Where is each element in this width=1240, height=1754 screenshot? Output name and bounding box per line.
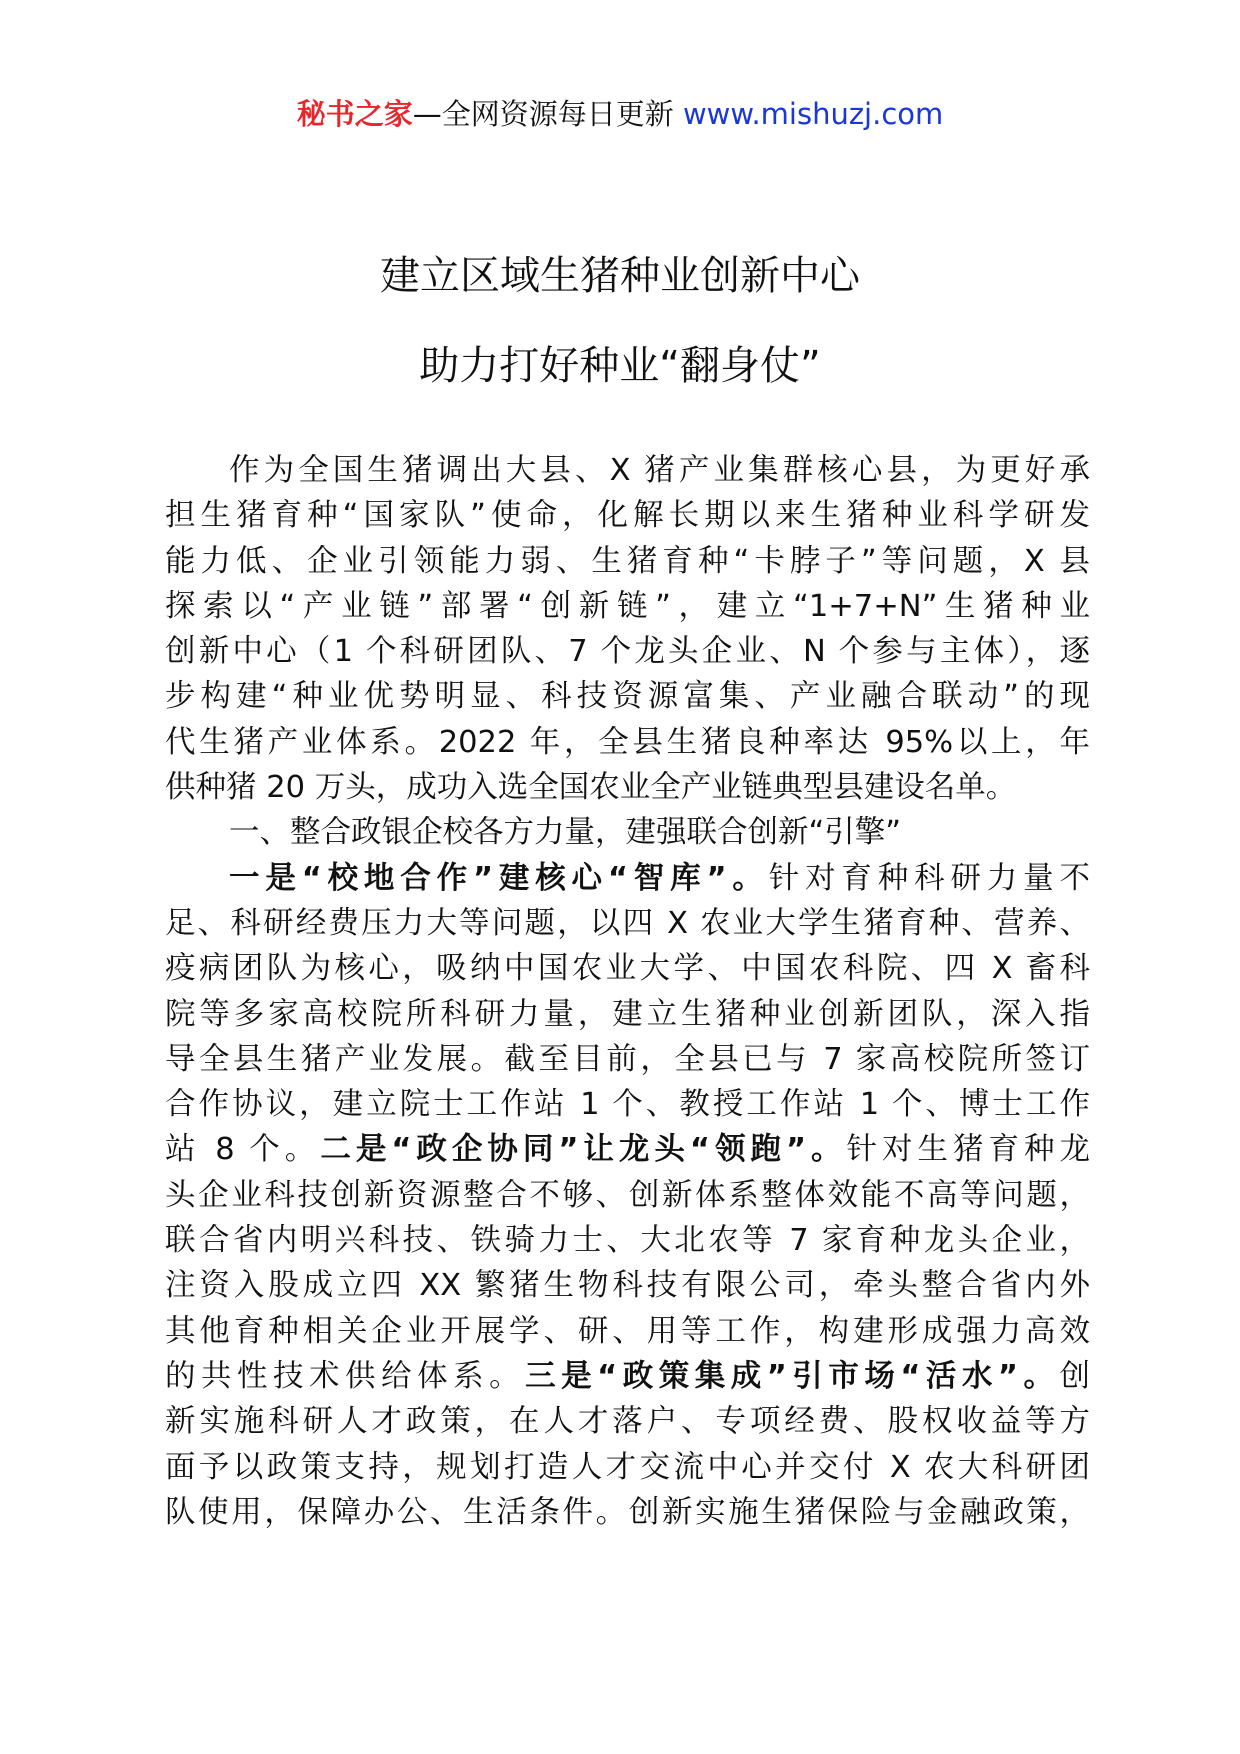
body-line: 创新中心（1 个科研团队、7 个龙头企业、N 个参与主体），逐: [165, 634, 1090, 670]
body-line: 院等多家高校院所科研力量，建立生猪种业创新团队，深入指: [165, 996, 1090, 1032]
body-text-run: 针对生猪育种龙: [846, 1132, 1091, 1168]
document-title-line-1: 建立区域生猪种业创新中心: [380, 253, 860, 299]
body-line: 导全县生猪产业发展。截至目前，全县已与 7 家高校院所签订: [165, 1041, 1090, 1077]
body-line: 探索以“产业链”部署“创新链”，建立“1+7+N”生猪种业: [165, 588, 1090, 624]
body-line: 新实施科研人才政策，在人才落户、专项经费、股权收益等方: [165, 1404, 1090, 1440]
body-text-run: 站 8 个。: [165, 1132, 321, 1168]
point-heading: 一是“校地合作”建核心“智库”。: [229, 860, 769, 896]
body-line: 疫病团队为核心，吸纳中国农业大学、中国农科院、四 X 畜科: [165, 951, 1090, 987]
body-line: 头企业科技创新资源整合不够、创新体系整体效能不高等问题，: [165, 1177, 1090, 1213]
body-line: 合作协议，建立院士工作站 1 个、教授工作站 1 个、博士工作: [165, 1087, 1090, 1123]
point-heading: 二是“政企协同”让龙头“领跑”。: [320, 1132, 847, 1168]
body-line: 步构建“种业优势明显、科技资源富集、产业融合联动”的现: [165, 679, 1090, 715]
body-line: 代生猪产业体系。2022 年，全县生猪良种率达 95%以上，年: [165, 724, 1090, 760]
site-url-link[interactable]: www.mishuzj.com: [682, 97, 944, 131]
body-line: 其他育种相关企业开展学、研、用等工作，构建形成强力高效: [165, 1313, 1090, 1349]
body-text-run: 的共性技术供给体系。: [165, 1358, 526, 1394]
site-banner: [0, 92, 1240, 136]
document-title-line-2: 助力打好种业“翻身仗”: [419, 343, 821, 389]
section-heading: 一、整合政银企校各方力量，建强联合创新“引擎”: [229, 815, 902, 851]
banner-tagline: —全网资源每日更新: [412, 97, 683, 131]
body-line: 注资入股成立四 XX 繁猪生物科技有限公司，牵头整合省内外: [165, 1268, 1090, 1304]
brand-name: 秘书之家: [296, 97, 413, 131]
body-line: 联合省内明兴科技、铁骑力士、大北农等 7 家育种龙头企业，: [165, 1223, 1090, 1259]
body-line: [165, 1354, 1090, 1399]
body-line: 作为全国生猪调出大县、X 猪产业集群核心县，为更好承: [229, 453, 1090, 488]
body-line: [165, 1127, 1090, 1172]
body-line: 能力低、企业引领能力弱、生猪育种“卡脖子”等问题，X 县: [165, 543, 1090, 579]
body-line: 担生猪育种“国家队”使命，化解长期以来生猪种业科学研发: [165, 498, 1090, 534]
body-text-run: 创: [1059, 1358, 1090, 1394]
body-line: 队使用，保障办公、生活条件。创新实施生猪保险与金融政策，: [165, 1494, 1090, 1530]
point-heading: 三是“政策集成”引市场“活水”。: [525, 1358, 1060, 1394]
body-text-run: 针对育种科研力量不: [768, 860, 1091, 896]
body-line: [165, 856, 1090, 901]
body-line: 足、科研经费压力大等问题，以四 X 农业大学生猪育种、营养、: [165, 905, 1090, 941]
document-body: [165, 448, 1090, 1535]
body-line: 面予以政策支持，规划打造人才交流中心并交付 X 农大科研团: [165, 1449, 1090, 1485]
body-line: 供种猪 20 万头，成功入选全国农业全产业链典型县建设名单。: [165, 770, 1017, 806]
